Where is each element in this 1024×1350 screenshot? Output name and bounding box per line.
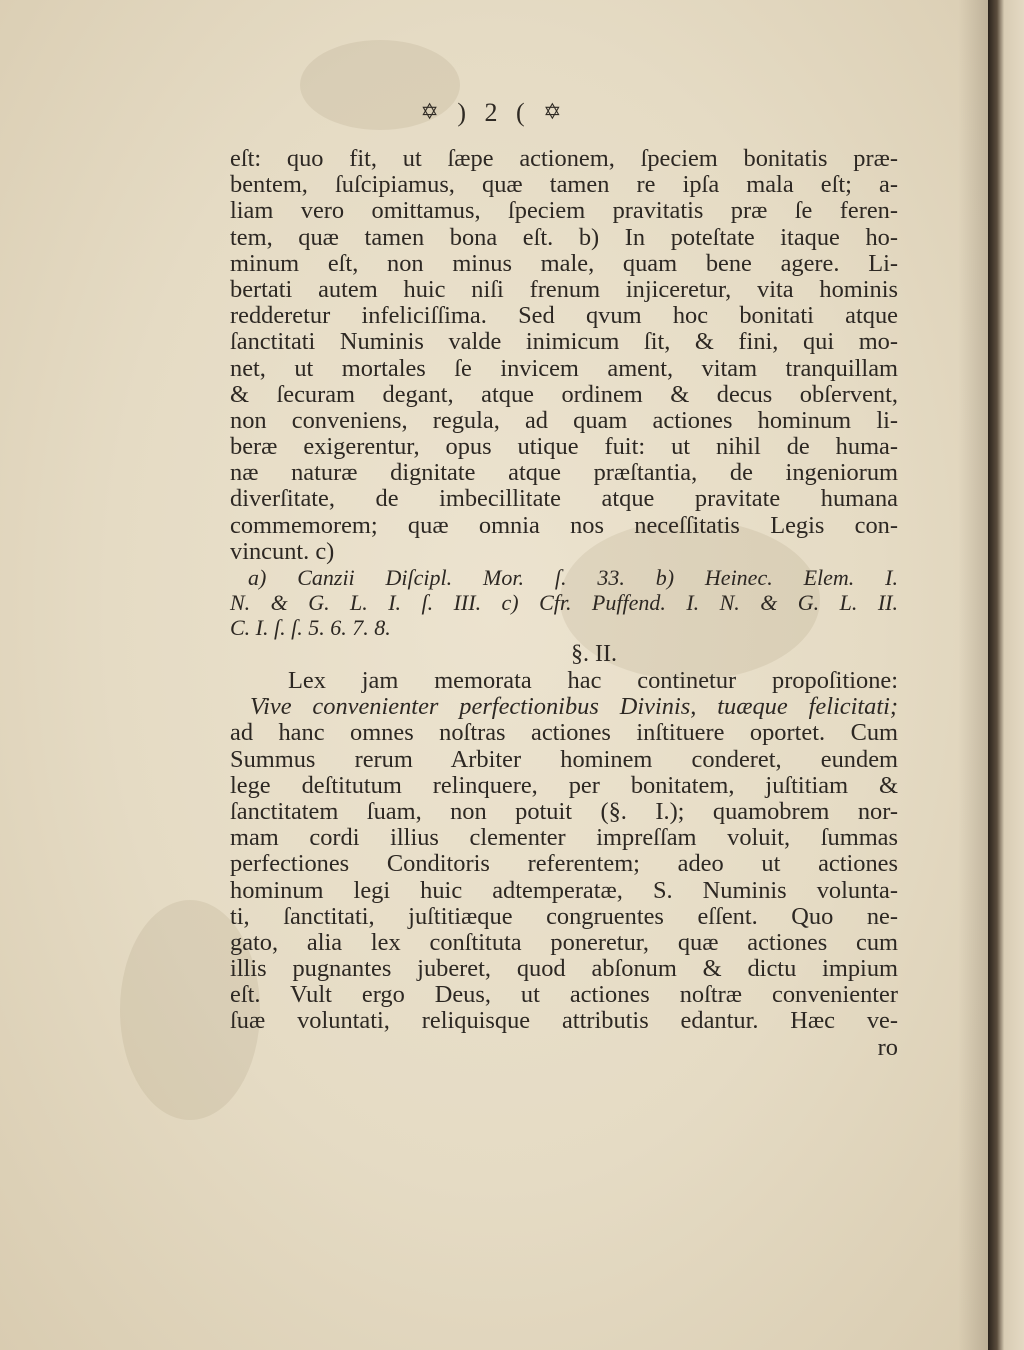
text-line: redderetur infeliciſſima. Sed qvum hoc bonitati atque (230, 302, 898, 330)
text-line: perfectiones Conditoris referentem; adeo ut actiones (230, 850, 898, 878)
text-block (230, 146, 898, 1061)
text-line: & ſecuram degant, atque ordinem & decus obſervent, (230, 380, 898, 408)
text-line: ti, ſanctitati, juſtitiæque congruentes eſſent. Quo ne- (230, 902, 898, 930)
text-line: næ naturæ dignitate atque præſtantia, de ingeniorum (230, 459, 898, 487)
text-line: mam cordi illius clementer impreſſam voluit, ſummas (230, 824, 898, 852)
text-line: ſanctitati Numinis valde inimicum ſit, & fini, qui mo- (230, 328, 898, 356)
text-line: Vive convenienter perfectionibus Divinis, tuæque felicitati; (250, 693, 898, 721)
star-ornament-icon: ✡ (420, 99, 445, 124)
text-line: ſuæ voluntati, reliquisque attributis edantur. Hæc ve- (230, 1007, 898, 1035)
footnote-line: N. & G. L. I. ſ. III. c) Cfr. Puffend. I. N. & G. L. II. (230, 590, 898, 615)
text-line: Summus rerum Arbiter hominem conderet, eundem (230, 745, 898, 773)
text-line: hominum legi huic adtemperatæ, S. Numinis volunta- (230, 876, 898, 904)
text-line: gato, alia lex conſtituta poneretur, quæ actiones cum (230, 928, 898, 956)
text-line: bentem, ſuſcipiamus, quæ tamen re ipſa mala eſt; a- (230, 171, 898, 199)
text-line: ad hanc omnes noſtras actiones inſtituere oportet. Cum (230, 719, 898, 747)
text-line: illis pugnantes juberet, quod abſonum & dictu impium (230, 955, 898, 983)
text-line: lege deſtitutum relinquere, per bonitatem, juſtitiam & (230, 771, 898, 799)
text-line: non conveniens, regula, ad quam actiones hominum li- (230, 406, 898, 434)
text-line: tem, quæ tamen bona eſt. b) In poteſtate itaque ho- (230, 223, 898, 251)
footnote-line: C. I. ſ. ſ. 5. 6. 7. 8. (230, 615, 391, 640)
text-line: diverſitate, de imbecillitate atque pravitate humana (230, 485, 898, 513)
footnote-line: a) Canzii Diſcipl. Mor. ſ. 33. b) Heinec. Elem. I. (248, 565, 898, 590)
text-line: bertati autem huic niſi frenum injiceretur, vita hominis (230, 275, 898, 303)
star-ornament-icon: ✡ (543, 99, 568, 124)
section-heading: §. II. (571, 641, 617, 667)
gutter-shadow (958, 0, 988, 1350)
running-head (0, 98, 988, 128)
text-line: eſt: quo fit, ut ſæpe actionem, ſpeciem bonitatis præ- (230, 145, 898, 172)
text-line: minum eſt, non minus male, quam bene agere. Li- (230, 249, 898, 277)
text-line: Lex jam memorata hac continetur propoſitione: (288, 667, 898, 694)
text-line: ſanctitatem ſuam, non potuit (§. I.); quamobrem nor- (230, 797, 898, 825)
text-line: vincunt. c) (230, 537, 335, 565)
text-line: net, ut mortales ſe invicem ament, vitam tranquillam (230, 354, 898, 382)
catchword: ro (877, 1033, 898, 1061)
text-line: commemorem; quæ omnia nos neceſſitatis Legis con- (230, 511, 898, 539)
text-line: liam vero omittamus, ſpeciem pravitatis præ ſe feren- (230, 197, 898, 225)
page-number: ) 2 ( (457, 98, 531, 127)
text-line: eſt. Vult ergo Deus, ut actiones noſtræ convenienter (230, 981, 898, 1009)
next-page-edge (988, 0, 1024, 1350)
text-line: beræ exigerentur, opus utique fuit: ut nihil de huma- (230, 433, 898, 461)
